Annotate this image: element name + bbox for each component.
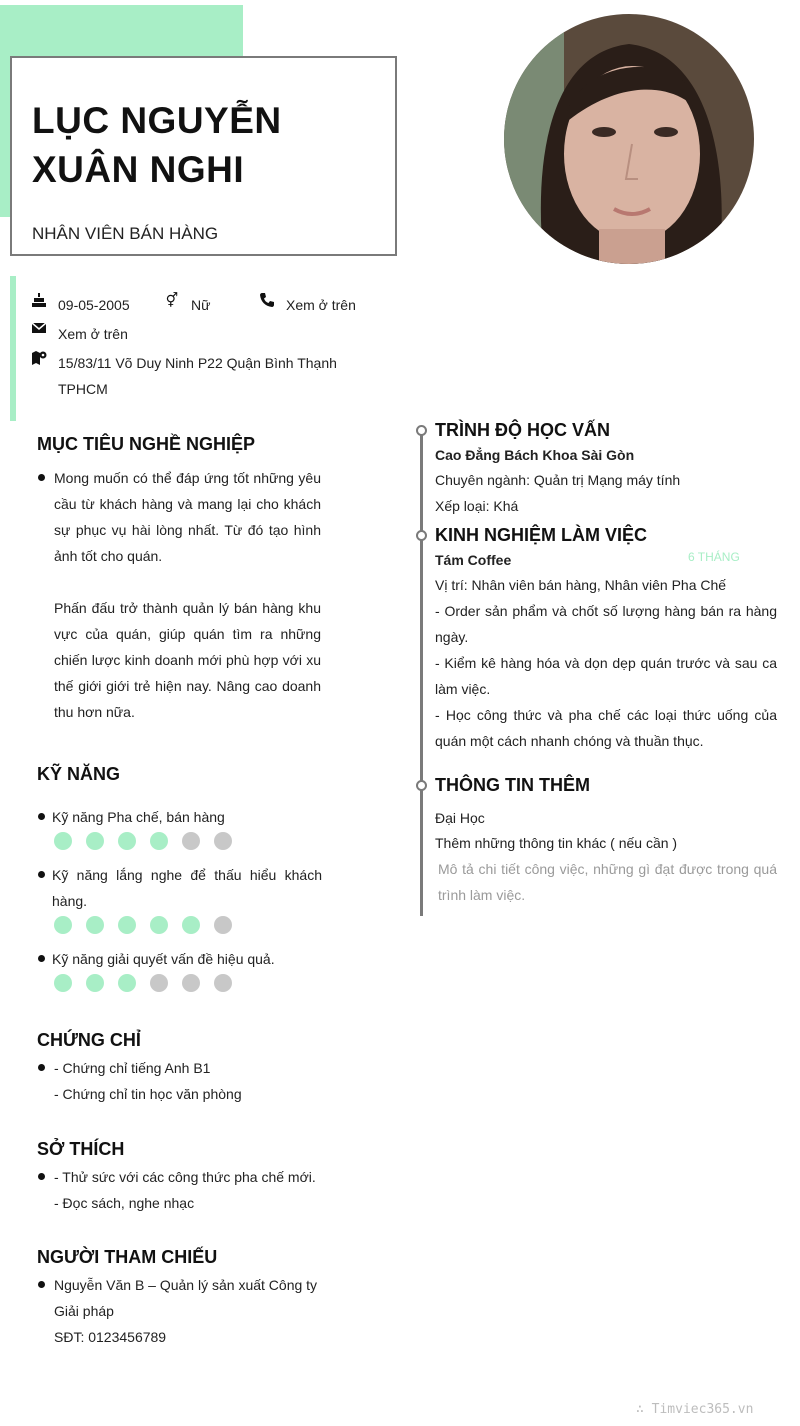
- reference-line-2: Giải pháp: [54, 1303, 114, 1319]
- major-text: Chuyên ngành: Quản trị Mạng máy tính: [435, 472, 681, 488]
- birthday-text: 09-05-2005: [58, 297, 130, 313]
- skill-dot-filled: [54, 832, 72, 850]
- timeline-node: [416, 530, 427, 541]
- name-box: [10, 56, 397, 256]
- portrait-photo: [504, 14, 754, 264]
- skill-dot-empty: [214, 916, 232, 934]
- extra-line-3: Mô tả chi tiết công việc, những gì đạt được trong quá trình làm việc.: [438, 861, 777, 903]
- duration-text: 6 THÁNG: [688, 550, 740, 564]
- education-title: TRÌNH ĐỘ HỌC VẤN: [435, 420, 610, 440]
- watermark-text: Timviec365.vn: [651, 1402, 754, 1417]
- bullet: [38, 474, 45, 481]
- duty-2: - Kiểm kê hàng hóa và dọn dẹp quán trước và sau ca làm việc.: [435, 655, 777, 697]
- bullet: [38, 871, 45, 878]
- extra-info-title: THÔNG TIN THÊM: [435, 775, 590, 795]
- address-line2: TPHCM: [58, 381, 108, 397]
- skill-rating: [54, 832, 232, 850]
- skill-dot-filled: [118, 832, 136, 850]
- school-name: Cao Đẳng Bách Khoa Sài Gòn: [435, 447, 635, 463]
- skill-dot-empty: [182, 974, 200, 992]
- bullet: [38, 955, 45, 962]
- skill-dot-filled: [118, 916, 136, 934]
- map-pin-icon: [30, 350, 48, 369]
- address-line1: 15/83/11 Võ Duy Ninh P22 Quận Bình Thạnh: [58, 355, 337, 371]
- timeline-node: [416, 425, 427, 436]
- extra-line-1: Đại Học: [435, 810, 485, 826]
- watermark: ∴ Timviec365.vn: [636, 1402, 754, 1417]
- hobby-line-2: - Đọc sách, nghe nhạc: [54, 1195, 195, 1211]
- job-title: NHÂN VIÊN BÁN HÀNG: [32, 224, 219, 243]
- cake-icon: [30, 292, 48, 311]
- bullet: [38, 1173, 45, 1180]
- bullet: [38, 813, 45, 820]
- gender-row: [163, 292, 210, 318]
- hobby-line-1: - Thử sức với các công thức pha chế mới.: [54, 1169, 316, 1185]
- timeline-line: [420, 430, 423, 916]
- hobbies-title: SỞ THÍCH: [37, 1139, 125, 1159]
- certificate-line-2: - Chứng chỉ tin học văn phòng: [54, 1086, 242, 1102]
- gender-text: Nữ: [191, 297, 211, 313]
- reference-line-1: Nguyễn Văn B – Quản lý sản xuất Công ty: [54, 1277, 318, 1293]
- email-text: Xem ở trên: [58, 326, 128, 342]
- objective-paragraph-1: Mong muốn có thể đáp ứng tốt những yêu cầu từ khách hàng và mang lại cho khách sự phục vụ hài lòng nhất. Từ đó tạo hình ảnh tốt cho quán.: [54, 470, 321, 564]
- timeline-node: [416, 780, 427, 791]
- certificates-title: CHỨNG CHỈ: [37, 1030, 141, 1050]
- objective-paragraph-2: Phấn đấu trở thành quản lý bán hàng khu vực của quán, giúp quán tìm ra những chiến lược kinh doanh mới phù hợp với xu thế giới giới trẻ hiện nay. Nâng cao doanh thu hơn nữa.: [54, 600, 321, 720]
- phone-icon: [258, 292, 276, 311]
- skill-dot-filled: [86, 916, 104, 934]
- skill-dot-filled: [182, 916, 200, 934]
- skill-dot-filled: [54, 974, 72, 992]
- skill-dot-filled: [86, 974, 104, 992]
- skill-dot-empty: [182, 832, 200, 850]
- objective-title: MỤC TIÊU NGHỀ NGHIỆP: [37, 434, 256, 454]
- skill-dot-filled: [150, 916, 168, 934]
- skill-dot-filled: [86, 832, 104, 850]
- references-title: NGƯỜI THAM CHIẾU: [37, 1247, 218, 1267]
- skill-label: Kỹ năng giải quyết vấn đề hiệu quả.: [52, 951, 275, 967]
- experience-title: KINH NGHIỆM LÀM VIỆC: [435, 525, 648, 545]
- role-text: Vị trí: Nhân viên bán hàng, Nhân viên Pha Chế: [435, 577, 727, 593]
- company-name: Tám Coffee: [435, 552, 512, 568]
- certificate-line-1: - Chứng chỉ tiếng Anh B1: [54, 1060, 211, 1076]
- phone-row: [258, 292, 356, 318]
- contact-accent-bar: [10, 276, 16, 421]
- address-row: [30, 350, 337, 402]
- email-row: [30, 321, 128, 347]
- skill-label: Kỹ năng Pha chế, bán hàng: [52, 809, 225, 825]
- skill-label: Kỹ năng lắng nghe để thấu hiểu khách hàng.: [52, 867, 322, 909]
- skill-dot-filled: [54, 916, 72, 934]
- bullet: [38, 1064, 45, 1071]
- skill-dot-empty: [214, 832, 232, 850]
- extra-line-2: Thêm những thông tin khác ( nếu cần ): [435, 835, 678, 851]
- skill-dot-empty: [214, 974, 232, 992]
- skills-title: KỸ NĂNG: [37, 764, 121, 784]
- skill-rating: [54, 974, 232, 992]
- candidate-name: LỤC NGUYỄN XUÂN NGHI: [32, 100, 282, 190]
- duty-3: - Học công thức và pha chế các loại thức uống của quán một cách nhanh chóng và thuần thục.: [435, 707, 777, 749]
- phone-text: Xem ở trên: [286, 297, 356, 313]
- bullet: [38, 1281, 45, 1288]
- skill-rating: [54, 916, 232, 934]
- skill-dot-empty: [150, 974, 168, 992]
- skill-dot-filled: [150, 832, 168, 850]
- birthday-row: [30, 292, 130, 318]
- skill-dot-filled: [118, 974, 136, 992]
- duty-1: - Order sản phẩm và chốt số lượng hàng bán ra hàng ngày.: [435, 603, 777, 645]
- avatar: [504, 14, 754, 264]
- reference-line-3: SĐT: 0123456789: [54, 1329, 167, 1345]
- grade-text: Xếp loại: Khá: [435, 498, 519, 514]
- gender-icon: ⚥: [165, 292, 179, 308]
- email-icon: [30, 321, 48, 338]
